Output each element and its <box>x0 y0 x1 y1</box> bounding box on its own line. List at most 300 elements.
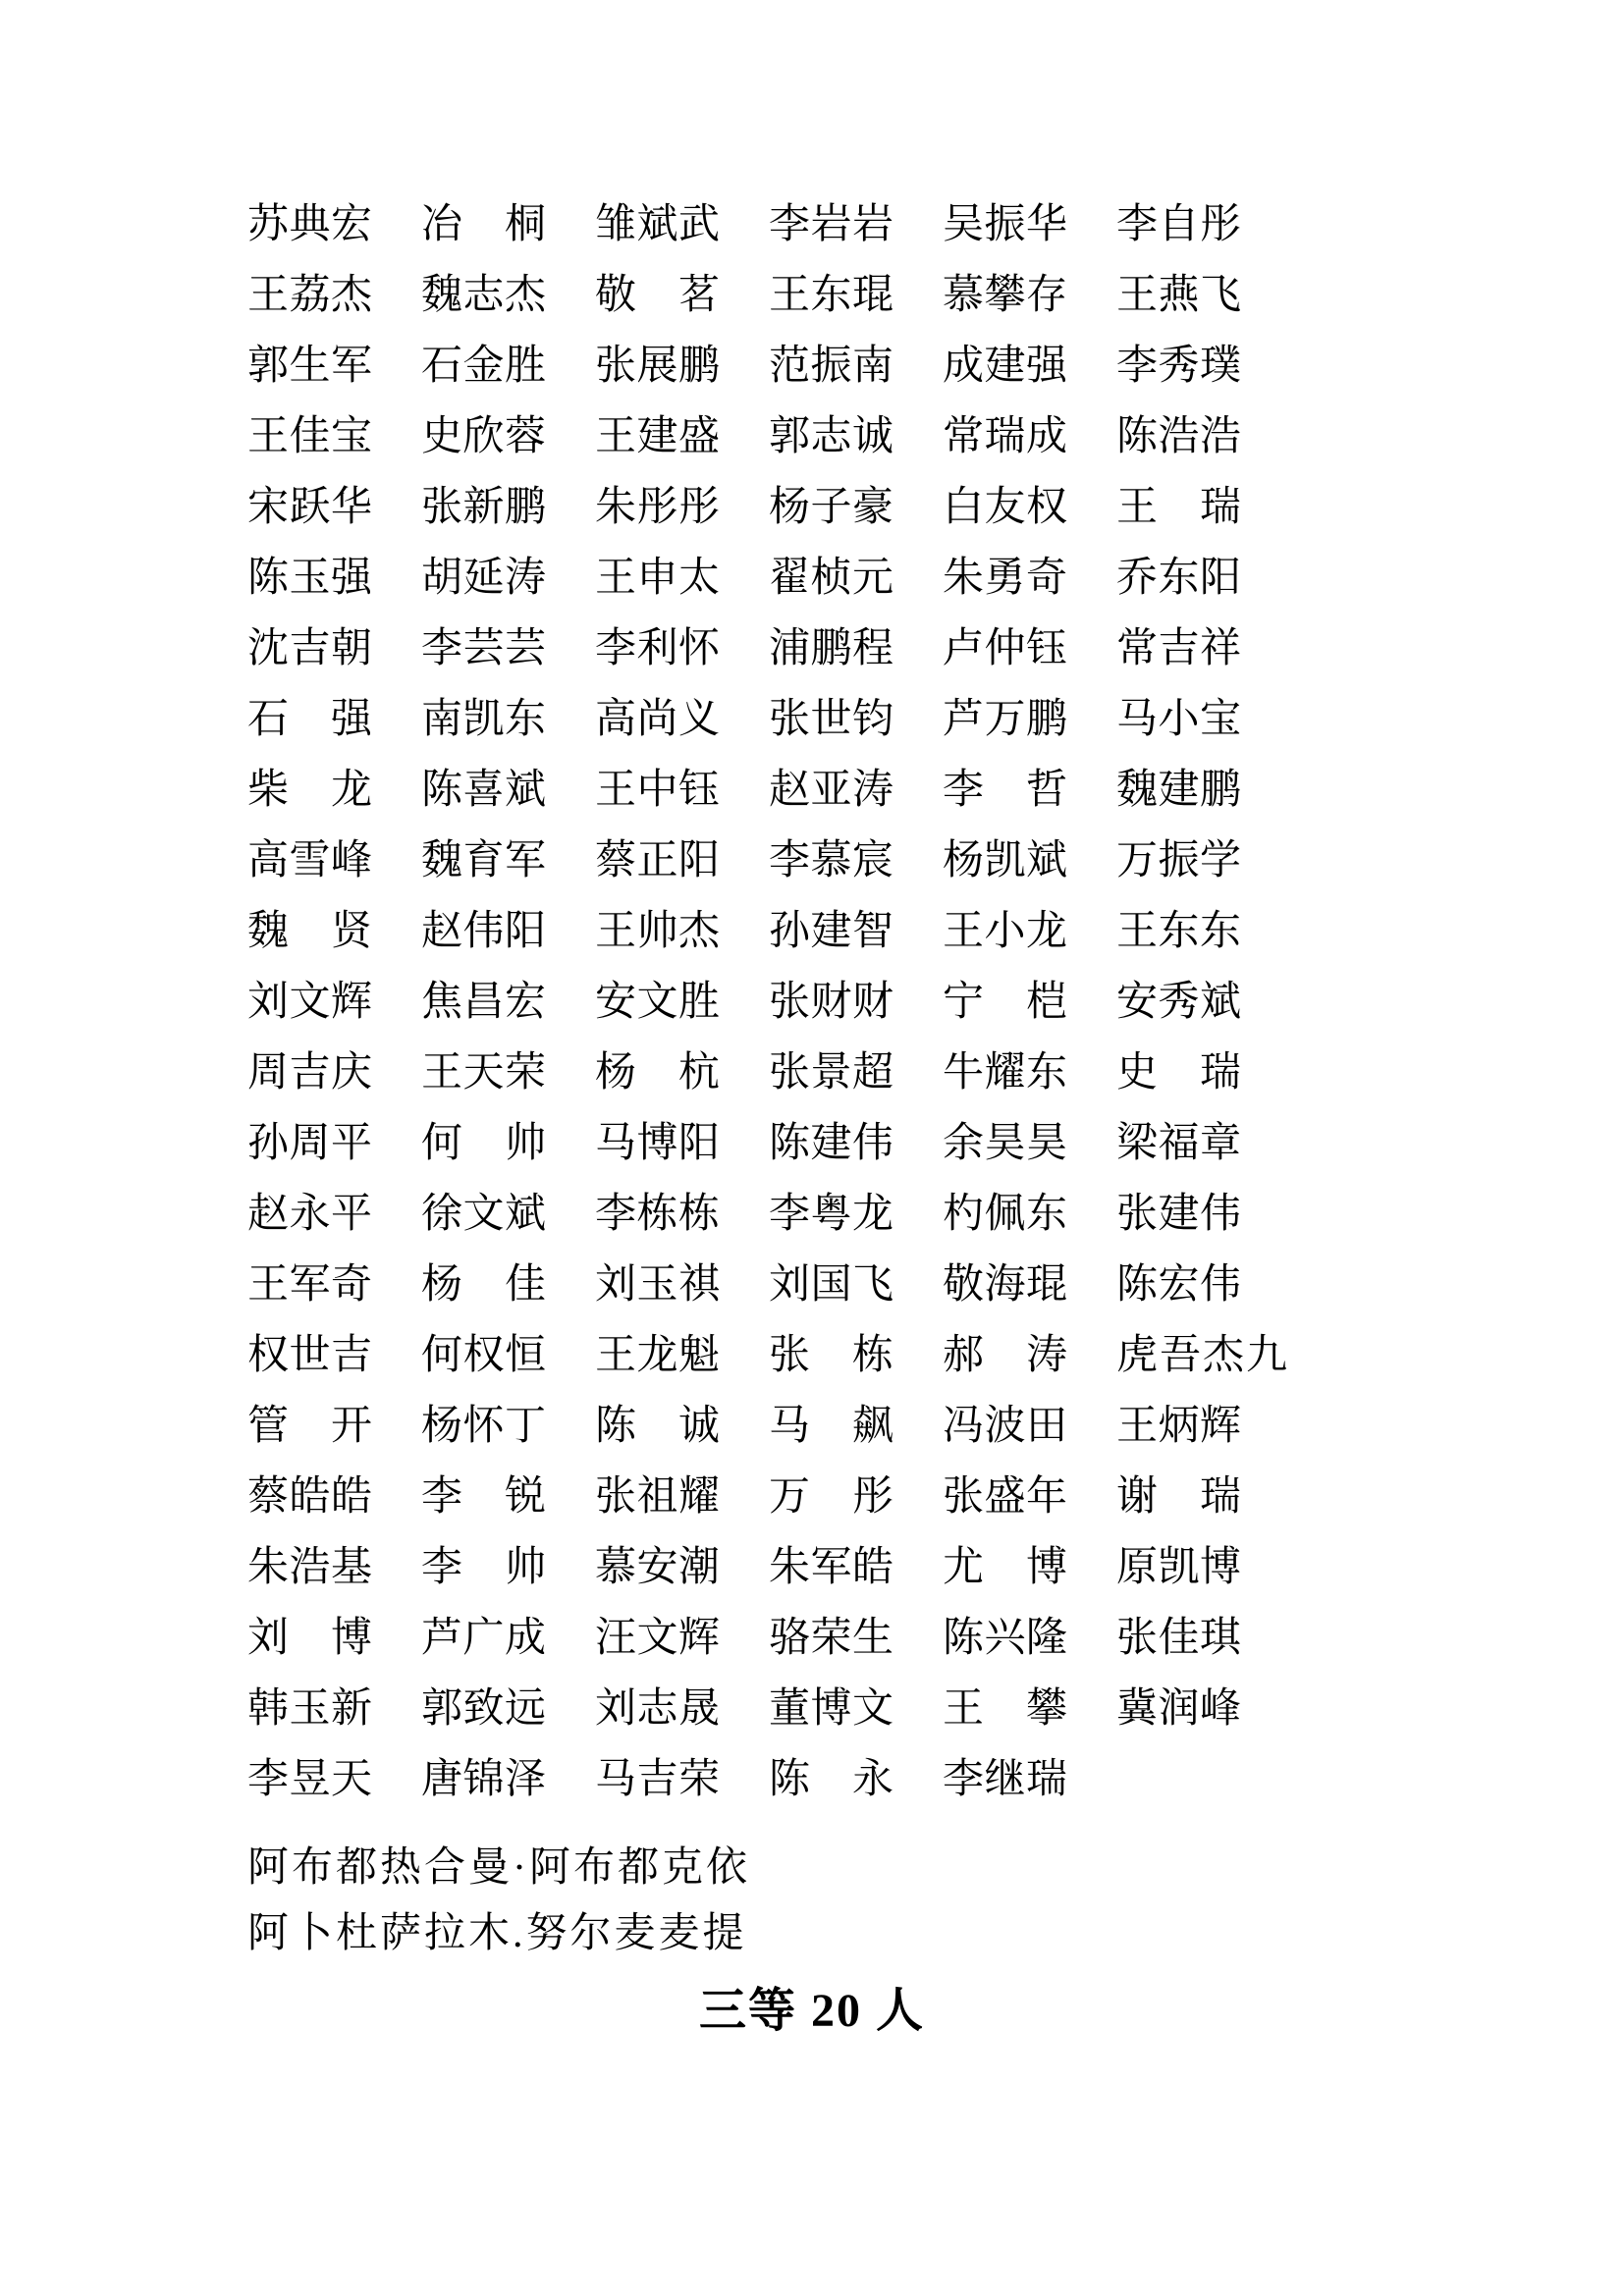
name-char: 赵 <box>769 768 811 813</box>
person-name <box>421 768 546 813</box>
name-char: 斌 <box>1199 980 1241 1025</box>
name-char: 杰 <box>330 273 372 318</box>
name-char: 利 <box>636 626 678 671</box>
name-char: 建 <box>1158 1192 1200 1237</box>
name-row <box>247 980 1290 1050</box>
name-char: 尚 <box>636 697 678 742</box>
name-char: 陈 <box>769 1757 811 1802</box>
name-char: 涛 <box>1025 1333 1067 1378</box>
person-name <box>769 768 893 813</box>
name-char: 盛 <box>677 414 720 459</box>
name-char: 刘 <box>595 1262 637 1308</box>
name-char: 琪 <box>1199 1616 1241 1661</box>
name-char: 东 <box>1158 909 1200 954</box>
name-char: 宝 <box>1199 697 1241 742</box>
name-row <box>247 1545 1290 1616</box>
name-char: 蔡 <box>595 838 637 883</box>
person-name <box>943 344 1067 389</box>
name-char: 荔 <box>289 273 331 318</box>
name-char: 小 <box>1158 697 1200 742</box>
name-char: 李 <box>1116 344 1159 389</box>
person-name <box>421 273 546 318</box>
name-char: 鹏 <box>1025 697 1067 742</box>
name-char: 何 <box>421 1121 463 1166</box>
name-row <box>247 626 1290 697</box>
person-name <box>769 1686 893 1732</box>
name-char: 鹏 <box>504 485 546 530</box>
name-char: 吉 <box>289 626 331 671</box>
person-name <box>247 1050 372 1095</box>
name-char: 郭 <box>247 344 290 389</box>
name-char: 诚 <box>677 1404 720 1449</box>
name-row <box>247 1474 1290 1545</box>
name-char: 唐 <box>421 1757 463 1802</box>
name-char: 鹏 <box>810 626 852 671</box>
person-name <box>421 626 546 671</box>
name-char: 琨 <box>851 273 893 318</box>
name-char: 博 <box>636 1121 678 1166</box>
name-char: 奇 <box>330 1262 372 1308</box>
name-char: 粤 <box>810 1192 852 1237</box>
person-name <box>595 1474 720 1520</box>
name-char: 张 <box>595 344 637 389</box>
name-char: 宏 <box>1158 1262 1200 1308</box>
person-name <box>943 1474 1067 1520</box>
name-char: 王 <box>595 556 637 601</box>
name-char: 昌 <box>462 980 505 1025</box>
name-char: 杰 <box>504 273 546 318</box>
name-char: 开 <box>330 1404 372 1449</box>
name-char: 振 <box>810 344 852 389</box>
name-char: 辉 <box>330 980 372 1025</box>
name-char: 权 <box>1025 485 1067 530</box>
person-name <box>595 626 720 671</box>
name-char: 韩 <box>247 1686 290 1732</box>
person-name <box>421 556 546 601</box>
name-char: 东 <box>1199 909 1241 954</box>
name-char: 飞 <box>851 1262 893 1308</box>
name-char: 小 <box>984 909 1026 954</box>
person-name <box>247 1404 372 1449</box>
person-name <box>943 1333 1067 1378</box>
name-char: 贤 <box>330 909 372 954</box>
name-char: 瑞 <box>1199 1050 1241 1095</box>
name-char: 牛 <box>943 1050 985 1095</box>
name-char: 史 <box>421 414 463 459</box>
name-row <box>247 1121 1290 1192</box>
name-char: 王 <box>1116 1404 1159 1449</box>
name-row <box>247 1404 1290 1474</box>
name-char: 王 <box>595 768 637 813</box>
person-name <box>595 1616 720 1661</box>
person-name <box>1116 1545 1241 1590</box>
person-name <box>943 1121 1067 1166</box>
person-name <box>421 1474 546 1520</box>
name-char: 耀 <box>677 1474 720 1520</box>
person-name <box>769 273 893 318</box>
person-name <box>247 1616 372 1661</box>
name-char: 程 <box>851 626 893 671</box>
name-char: 仲 <box>984 626 1026 671</box>
name-char: 强 <box>330 697 372 742</box>
person-name <box>943 273 1067 318</box>
name-char: 杰 <box>677 909 720 954</box>
name-char: 祥 <box>1199 626 1241 671</box>
person-name <box>421 1050 546 1095</box>
person-name <box>1116 414 1241 459</box>
name-char: 天 <box>462 1050 505 1095</box>
name-char: 刘 <box>247 980 290 1025</box>
person-name <box>247 1757 372 1802</box>
name-char: 斌 <box>1025 838 1067 883</box>
name-char: 吉 <box>289 1050 331 1095</box>
name-char: 安 <box>636 1545 678 1590</box>
name-char: 佳 <box>1158 1616 1200 1661</box>
name-char: 张 <box>421 485 463 530</box>
name-char: 王 <box>247 273 290 318</box>
name-char: 孙 <box>769 909 811 954</box>
name-char: 李 <box>421 1545 463 1590</box>
person-name <box>421 485 546 530</box>
name-char: 王 <box>1116 909 1159 954</box>
name-char: 吴 <box>943 202 985 247</box>
name-char: 振 <box>984 202 1026 247</box>
name-char: 李 <box>943 1757 985 1802</box>
name-char: 高 <box>247 838 290 883</box>
name-char: 伟 <box>1199 1262 1241 1308</box>
name-char: 浩 <box>289 1545 331 1590</box>
name-char: 生 <box>851 1616 893 1661</box>
name-char: 李 <box>943 768 985 813</box>
name-char: 赵 <box>421 909 463 954</box>
name-char: 马 <box>595 1757 637 1802</box>
name-char: 荣 <box>504 1050 546 1095</box>
name-char: 建 <box>810 1121 852 1166</box>
name-char: 彤 <box>677 485 720 530</box>
person-name <box>943 909 1067 954</box>
name-char: 凯 <box>984 838 1026 883</box>
name-char: 陈 <box>769 1121 811 1166</box>
name-char: 白 <box>943 485 985 530</box>
name-char: 辉 <box>677 1616 720 1661</box>
name-char: 董 <box>769 1686 811 1732</box>
name-char: 郭 <box>769 414 811 459</box>
name-char: 马 <box>769 1404 811 1449</box>
name-char: 瑞 <box>984 414 1026 459</box>
name-char: 建 <box>810 909 852 954</box>
person-name <box>1116 697 1241 742</box>
person-name <box>1116 980 1241 1025</box>
person-name <box>943 556 1067 601</box>
name-char: 东 <box>1025 1192 1067 1237</box>
tier-summary-label: 三等 20 人 <box>698 1985 925 2037</box>
name-char: 天 <box>330 1757 372 1802</box>
name-char: 帅 <box>636 909 678 954</box>
person-name <box>247 697 372 742</box>
person-name <box>421 1616 546 1661</box>
name-char: 强 <box>1025 344 1067 389</box>
name-char: 攀 <box>1025 1686 1067 1732</box>
name-char: 文 <box>289 980 331 1025</box>
long-person-name: 阿卜杜萨拉木.努尔麦麦提 <box>247 1911 747 1956</box>
person-name <box>247 1686 372 1732</box>
name-char: 欣 <box>462 414 505 459</box>
name-char: 超 <box>851 1050 893 1095</box>
name-char: 蔡 <box>247 1474 290 1520</box>
name-char: 延 <box>462 556 505 601</box>
name-row <box>247 768 1290 838</box>
name-char: 史 <box>1116 1050 1159 1095</box>
name-char: 桢 <box>810 556 852 601</box>
name-char: 锦 <box>462 1757 505 1802</box>
person-name <box>1116 1262 1241 1308</box>
name-char: 振 <box>1158 838 1200 883</box>
name-char: 敬 <box>943 1262 985 1308</box>
person-name <box>595 485 720 530</box>
name-char: 志 <box>636 1686 678 1732</box>
name-char: 秀 <box>1158 344 1200 389</box>
person-name <box>421 697 546 742</box>
name-char: 茗 <box>677 273 720 318</box>
name-char: 斌 <box>504 768 546 813</box>
name-char: 张 <box>769 697 811 742</box>
name-char: 王 <box>1116 485 1159 530</box>
person-name <box>943 980 1067 1025</box>
name-row <box>247 1686 1290 1757</box>
name-char: 沈 <box>247 626 290 671</box>
name-char: 钰 <box>677 768 720 813</box>
name-char: 杓 <box>943 1192 985 1237</box>
name-char: 博 <box>810 1686 852 1732</box>
name-char: 栋 <box>851 1333 893 1378</box>
person-name <box>1116 909 1241 954</box>
name-char: 九 <box>1246 1333 1288 1378</box>
name-char: 勇 <box>984 556 1026 601</box>
person-name <box>1116 626 1241 671</box>
name-char: 志 <box>462 273 505 318</box>
name-char: 耀 <box>984 1050 1026 1095</box>
name-char: 李 <box>1116 202 1159 247</box>
person-name <box>421 909 546 954</box>
name-char: 友 <box>984 485 1026 530</box>
person-name <box>595 344 720 389</box>
person-name <box>769 1757 893 1802</box>
name-char: 龙 <box>851 1192 893 1237</box>
person-name <box>595 202 720 247</box>
name-char: 雏 <box>595 202 637 247</box>
name-char: 陈 <box>943 1616 985 1661</box>
name-char: 冀 <box>1116 1686 1159 1732</box>
name-char: 晟 <box>677 1686 720 1732</box>
name-char: 余 <box>943 1121 985 1166</box>
person-name <box>247 202 372 247</box>
name-char: 祖 <box>636 1474 678 1520</box>
person-name <box>943 1192 1067 1237</box>
person-name <box>421 202 546 247</box>
person-name <box>769 1616 893 1661</box>
person-name <box>943 768 1067 813</box>
name-char: 李 <box>769 1192 811 1237</box>
name-row <box>247 556 1290 626</box>
name-char: 张 <box>943 1474 985 1520</box>
person-name <box>769 838 893 883</box>
name-char: 文 <box>636 1616 678 1661</box>
name-char: 南 <box>421 697 463 742</box>
name-char: 皓 <box>330 1474 372 1520</box>
name-char: 田 <box>1025 1404 1067 1449</box>
name-char: 张 <box>769 980 811 1025</box>
person-name <box>595 1333 720 1378</box>
name-char: 东 <box>1158 556 1200 601</box>
name-char: 成 <box>1025 414 1067 459</box>
name-char: 吾 <box>1160 1333 1202 1378</box>
name-row <box>247 1050 1290 1121</box>
name-char: 生 <box>289 344 331 389</box>
name-char: 尤 <box>943 1545 985 1590</box>
name-char: 王 <box>247 414 290 459</box>
name-char: 朱 <box>247 1545 290 1590</box>
name-char: 昊 <box>984 1121 1026 1166</box>
person-name <box>769 980 893 1025</box>
name-char: 永 <box>289 1192 331 1237</box>
person-name <box>247 1121 372 1166</box>
name-char: 秀 <box>1158 980 1200 1025</box>
person-name <box>769 1262 893 1308</box>
name-char: 彤 <box>851 1474 893 1520</box>
name-char: 年 <box>1025 1474 1067 1520</box>
name-char: 元 <box>851 556 893 601</box>
name-char: 伟 <box>462 909 505 954</box>
tier-summary <box>0 1983 1624 2040</box>
person-name <box>1116 273 1241 318</box>
name-char: 王 <box>595 909 637 954</box>
name-char: 奇 <box>1025 556 1067 601</box>
name-char: 东 <box>810 273 852 318</box>
person-name <box>247 1262 372 1308</box>
name-char: 佳 <box>289 414 331 459</box>
person-name <box>1116 1050 1241 1095</box>
name-char: 陈 <box>421 768 463 813</box>
name-char: 炳 <box>1158 1404 1200 1449</box>
name-char: 佳 <box>504 1262 546 1308</box>
name-char: 阳 <box>1199 556 1241 601</box>
person-name <box>595 1404 720 1449</box>
name-row <box>247 697 1290 768</box>
person-name <box>769 626 893 671</box>
name-char: 福 <box>1158 1121 1200 1166</box>
name-char: 怀 <box>677 626 720 671</box>
name-char: 彤 <box>1199 202 1241 247</box>
person-name <box>247 1333 372 1378</box>
person-name <box>769 1050 893 1095</box>
name-char: 亚 <box>810 768 852 813</box>
name-char: 宝 <box>330 414 372 459</box>
name-char: 鹏 <box>677 344 720 389</box>
name-char: 虎 <box>1116 1333 1159 1378</box>
name-char: 范 <box>769 344 811 389</box>
name-char: 栋 <box>636 1192 678 1237</box>
person-name <box>943 1616 1067 1661</box>
person-name <box>421 1121 546 1166</box>
name-char: 朱 <box>769 1545 811 1590</box>
name-char: 梁 <box>1116 1121 1159 1166</box>
name-char: 陈 <box>1116 1262 1159 1308</box>
person-name <box>943 202 1067 247</box>
name-char: 凯 <box>1158 1545 1200 1590</box>
name-char: 岩 <box>810 202 852 247</box>
name-row <box>247 1757 1290 1828</box>
name-char: 魁 <box>677 1333 720 1378</box>
name-char: 慕 <box>595 1545 637 1590</box>
name-char: 龙 <box>330 768 372 813</box>
name-char: 润 <box>1158 1686 1200 1732</box>
name-char: 景 <box>810 1050 852 1095</box>
person-name <box>769 1404 893 1449</box>
name-char: 杨 <box>595 1050 637 1095</box>
name-char: 义 <box>677 697 720 742</box>
name-char: 慕 <box>943 273 985 318</box>
name-char: 峰 <box>330 838 372 883</box>
person-name <box>943 1757 1067 1802</box>
name-char: 李 <box>247 1757 290 1802</box>
person-name <box>769 1121 893 1166</box>
name-char: 庆 <box>330 1050 372 1095</box>
name-char: 昱 <box>289 1757 331 1802</box>
name-char: 凯 <box>462 697 505 742</box>
name-char: 胜 <box>504 344 546 389</box>
name-char: 冶 <box>421 202 463 247</box>
name-char: 万 <box>769 1474 811 1520</box>
name-char: 昊 <box>1025 1121 1067 1166</box>
name-char: 朝 <box>330 626 372 671</box>
name-char: 刘 <box>247 1616 290 1661</box>
name-char: 石 <box>247 697 290 742</box>
name-char: 新 <box>330 1686 372 1732</box>
name-char: 苏 <box>247 202 290 247</box>
name-char: 玉 <box>289 556 331 601</box>
name-char: 胡 <box>421 556 463 601</box>
name-char: 乔 <box>1116 556 1159 601</box>
person-name <box>769 697 893 742</box>
name-char: 华 <box>330 485 372 530</box>
name-char: 潮 <box>677 1545 720 1590</box>
name-char: 博 <box>1025 1545 1067 1590</box>
person-name <box>769 344 893 389</box>
name-char: 皓 <box>289 1474 331 1520</box>
person-name <box>595 1262 720 1308</box>
name-char: 育 <box>462 838 505 883</box>
person-name <box>247 980 372 1025</box>
name-row <box>247 909 1290 980</box>
person-name <box>421 1404 546 1449</box>
name-char: 卢 <box>943 626 985 671</box>
name-char: 安 <box>595 980 637 1025</box>
name-char: 马 <box>1116 697 1159 742</box>
name-char: 军 <box>330 344 372 389</box>
person-name <box>943 1404 1067 1449</box>
person-name <box>595 909 720 954</box>
name-char: 刘 <box>769 1262 811 1308</box>
name-char: 陈 <box>247 556 290 601</box>
person-name <box>943 414 1067 459</box>
name-char: 张 <box>1116 1616 1159 1661</box>
name-char: 燕 <box>1158 273 1200 318</box>
person-name <box>769 909 893 954</box>
name-char: 成 <box>504 1616 546 1661</box>
name-char: 常 <box>1116 626 1159 671</box>
name-char: 财 <box>851 980 893 1025</box>
person-name <box>1116 1474 1241 1520</box>
